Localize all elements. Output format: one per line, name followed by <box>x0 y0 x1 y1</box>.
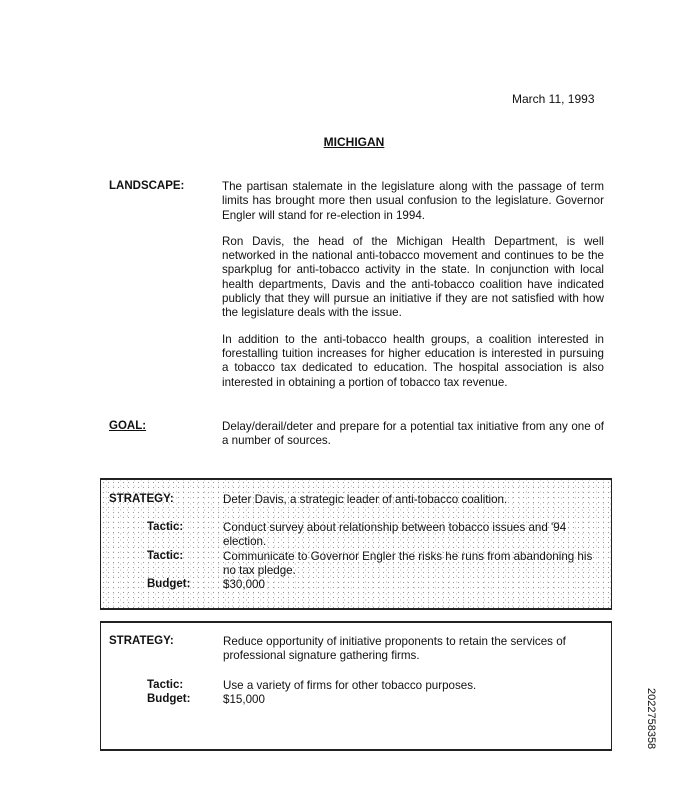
landscape-paragraph: The partisan stalemate in the legislature along with the passage of term limits has brought more then usual confusion to the legislature. Governor Engler will stand for re-election in 1994. <box>222 180 604 222</box>
document-title: MICHIGAN <box>323 135 385 149</box>
budget-value: $15,000 <box>223 693 265 706</box>
goal-text: Delay/derail/deter and prepare for a potential tax initiative from any one of a number of sources. <box>222 420 604 448</box>
tactic-text: Communicate to Governor Engler the risks he runs from abandoning his no tax pledge. <box>223 550 593 577</box>
tactic-label: Tactic: <box>147 679 184 691</box>
goal-label: GOAL: <box>109 420 147 432</box>
strategy-text: Reduce opportunity of initiative proponents to retain the services of professional signature gathering firms. <box>223 635 566 662</box>
goal-section <box>109 420 604 455</box>
strategy-box-1 <box>100 478 612 610</box>
landscape-paragraph: In addition to the anti-tobacco health groups, a coalition interested in forestalling tuition increases for higher education is interested in pursuing a tobacco tax dedicated to education. The hospital association is also interested in obtaining a portion of tobacco tax revenue. <box>222 332 604 389</box>
strategy-box-2 <box>100 621 612 751</box>
budget-label: Budget: <box>147 693 191 705</box>
strategy-label: STRATEGY: <box>109 635 174 647</box>
bates-number-container <box>646 688 658 758</box>
strategy-label: STRATEGY: <box>109 493 174 505</box>
strategy-text: Deter Davis, a strategic leader of anti-tobacco coalition. <box>223 493 508 506</box>
tactic-text: Conduct survey about relationship between tobacco issues and '94 election. <box>223 521 567 548</box>
tactic-label: Tactic: <box>147 550 184 562</box>
landscape-paragraph: Ron Davis, the head of the Michigan Health Department, is well networked in the national anti-tobacco movement and continues to be the sparkplug for anti-tobacco activity in the state. In conjunction with local health departments, Davis and the anti-tobacco coalition have indicated publicly that they will pursue an initiative if they are not satisfied with how the legislature deals with the issue. <box>222 234 604 320</box>
landscape-label: LANDSCAPE: <box>109 180 185 192</box>
budget-label: Budget: <box>147 578 191 590</box>
landscape-body <box>222 180 604 402</box>
landscape-section <box>109 180 604 410</box>
tactic-text: Use a variety of firms for other tobacco purposes. <box>223 679 477 692</box>
document-date: March 11, 1993 <box>512 92 595 106</box>
tactic-label: Tactic: <box>147 521 184 533</box>
budget-value: $30,000 <box>223 578 265 591</box>
bates-number: 2022758358 <box>645 688 657 750</box>
